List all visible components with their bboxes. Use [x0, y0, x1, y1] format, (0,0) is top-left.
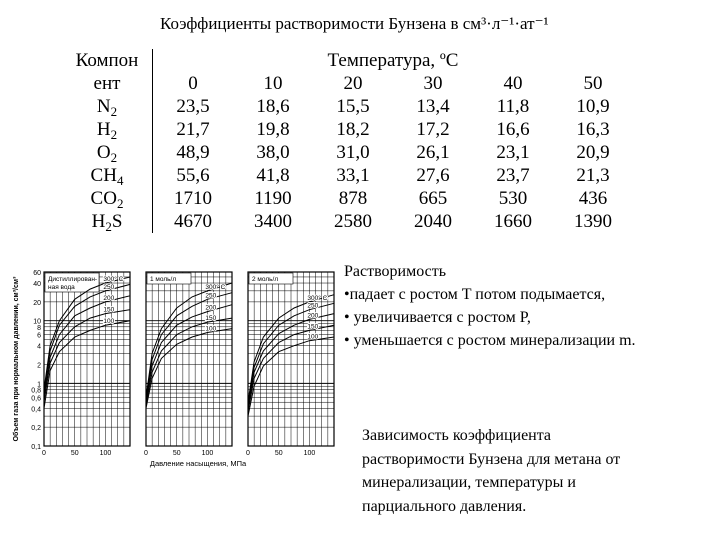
y-tick-label: 4 [37, 343, 41, 351]
table-cell: 4670 [174, 211, 212, 232]
series-label: 150 [205, 315, 217, 323]
table-row [62, 187, 633, 210]
table-cell: 27,6 [416, 165, 450, 186]
component-formula [62, 118, 153, 141]
chart-panel [144, 272, 232, 457]
table-cell: 41,8 [256, 165, 290, 186]
x-tick-label: 0 [246, 450, 250, 457]
table-row [62, 95, 633, 118]
table-cell: 23,7 [496, 165, 530, 186]
table-cell: 436 [578, 188, 608, 209]
table-cell: 26,1 [416, 142, 450, 163]
formula-subscript: 2 [110, 150, 118, 165]
table-cell: 21,7 [176, 119, 210, 140]
table-cell: 15,5 [336, 96, 370, 117]
series-label: 300° С [205, 283, 226, 291]
chart-panel [42, 272, 130, 457]
component-formula [62, 141, 153, 164]
x-tick-label: 50 [70, 450, 79, 457]
temperature-column-header: 0 [188, 73, 198, 94]
y-tick-label: 60 [33, 270, 41, 277]
x-tick-label: 0 [42, 450, 46, 457]
formula-subscript: 2 [110, 127, 118, 142]
series-label: 250 [103, 283, 115, 291]
component-formula [62, 187, 153, 210]
table-cell: 31,0 [336, 142, 370, 163]
formula-subscript: 2 [105, 219, 112, 234]
y-tick-label: 6 [37, 332, 41, 340]
x-tick-label: 100 [303, 450, 316, 457]
methane-solubility-chart [8, 262, 338, 470]
table-cell: 18,6 [256, 96, 290, 117]
notes-bullet-pressure: • увеличивается с ростом P, [344, 309, 531, 326]
table-cell: 10,9 [576, 96, 610, 117]
table-cell: 1710 [174, 188, 212, 209]
formula-subscript: 4 [116, 173, 124, 188]
table-cell: 1660 [494, 211, 532, 232]
y-tick-label: 0,6 [31, 395, 41, 403]
x-tick-label: 100 [99, 450, 112, 457]
formula-subscript: 2 [110, 104, 118, 119]
formula-base: H [91, 211, 106, 232]
table-header-row [62, 72, 633, 95]
series-label: 300° С [307, 294, 328, 302]
caption-line: растворимости Бунзена для метана от [362, 450, 621, 468]
temperature-header: Температура, ºС [327, 50, 459, 71]
series-label: 300° С [103, 276, 124, 284]
x-tick-label: 0 [144, 450, 148, 457]
y-tick-label: 10 [33, 318, 41, 326]
notes-bullet-temperature: •падает с ростом T потом подымается, [344, 286, 606, 303]
table-cell: 23,5 [176, 96, 210, 117]
panel-label: 1 моль/л [150, 276, 177, 283]
table-cell: 665 [418, 188, 448, 209]
formula-base: O [96, 142, 111, 163]
x-tick-label: 50 [274, 450, 283, 457]
y-tick-label: 40 [33, 281, 41, 289]
y-tick-label: 1 [37, 381, 41, 389]
table-cell: 530 [498, 188, 528, 209]
table-cell: 878 [338, 188, 368, 209]
table-row [62, 118, 633, 141]
y-tick-label: 0,8 [31, 387, 41, 395]
temperature-column-header: 40 [503, 73, 523, 94]
table-cell: 1190 [254, 188, 292, 209]
temperature-column-header: 30 [423, 73, 443, 94]
table-cell: 1390 [574, 211, 612, 232]
caption-line: Зависимость коэффициента [362, 427, 552, 444]
table-cell: 3400 [254, 211, 292, 232]
solubility-notes [344, 260, 636, 352]
caption-line: минерализации, температуры и [362, 474, 576, 491]
table-row [62, 141, 633, 164]
table-row [62, 164, 633, 187]
temperature-column-header: 10 [263, 73, 283, 94]
y-tick-label: 0,2 [31, 425, 41, 433]
table-cell: 17,2 [416, 119, 450, 140]
table-cell: 48,9 [176, 142, 210, 163]
caption-line: парциального давления. [362, 497, 527, 515]
formula-base: CO [90, 188, 117, 209]
table-cell: 55,6 [176, 165, 210, 186]
y-tick-label: 8 [37, 324, 41, 332]
table-cell: 18,2 [336, 119, 370, 140]
component-formula [62, 164, 153, 187]
panel-label: Дистиллирован- [48, 276, 98, 283]
chart-panel [246, 272, 334, 457]
series-label: 100 [307, 333, 319, 341]
component-header: ент [62, 72, 153, 95]
x-tick-label: 50 [172, 450, 181, 457]
table-cell: 33,1 [336, 165, 370, 186]
notes-heading: Растворимость [344, 263, 447, 280]
temperature-column-header: 20 [343, 73, 363, 94]
formula-tail: S [111, 211, 123, 232]
component-formula [62, 95, 153, 118]
formula-subscript: 2 [116, 196, 124, 211]
y-tick-label: 0,1 [31, 444, 41, 451]
table-cell: 19,8 [256, 119, 290, 140]
series-label: 100 [205, 325, 217, 333]
x-tick-label: 100 [201, 450, 214, 457]
panel-label: 2 моль/л [252, 276, 279, 283]
formula-base: CH [90, 165, 117, 186]
table-cell: 23,1 [496, 142, 530, 163]
component-formula [62, 210, 153, 233]
series-label: 200 [205, 304, 217, 312]
series-label: 250 [205, 292, 217, 300]
panel-label: ная вода [48, 284, 75, 291]
series-label: 250 [307, 302, 319, 310]
component-header: Компон [62, 49, 153, 72]
formula-base: H [96, 119, 111, 140]
series-label: 200 [307, 312, 319, 320]
table-row [62, 210, 633, 233]
page-title: Коэффициенты растворимости Бунзена в см³·л⁻¹·ат⁻¹ [160, 14, 549, 33]
table-cell: 20,9 [576, 142, 610, 163]
table-cell: 2040 [414, 211, 452, 232]
table-cell: 21,3 [576, 165, 610, 186]
y-tick-label: 2 [37, 362, 41, 370]
y-tick-label: 20 [33, 299, 41, 307]
y-tick-label: 0,4 [31, 406, 41, 414]
table-cell: 13,4 [416, 96, 450, 117]
table-header-row [62, 49, 633, 72]
temperature-column-header: 50 [583, 73, 603, 94]
table-cell: 16,3 [576, 119, 610, 140]
series-label: 150 [103, 306, 115, 314]
y-axis-label: Объем газа при нормальном давлении, см³/см³ [13, 276, 20, 442]
figure-caption [362, 424, 712, 518]
table-cell: 2580 [334, 211, 372, 232]
table-cell: 16,6 [496, 119, 530, 140]
series-label: 100 [103, 318, 115, 326]
notes-bullet-mineralization: • уменьшается с ростом минерализации m. [344, 332, 636, 349]
series-label: 200 [103, 294, 115, 302]
formula-base: N [96, 96, 111, 117]
table-cell: 11,8 [496, 96, 530, 117]
x-axis-label: Давление насыщения, МПа [149, 459, 247, 468]
solubility-table [62, 49, 633, 233]
series-label: 150 [307, 323, 319, 331]
table-cell: 38,0 [256, 142, 290, 163]
